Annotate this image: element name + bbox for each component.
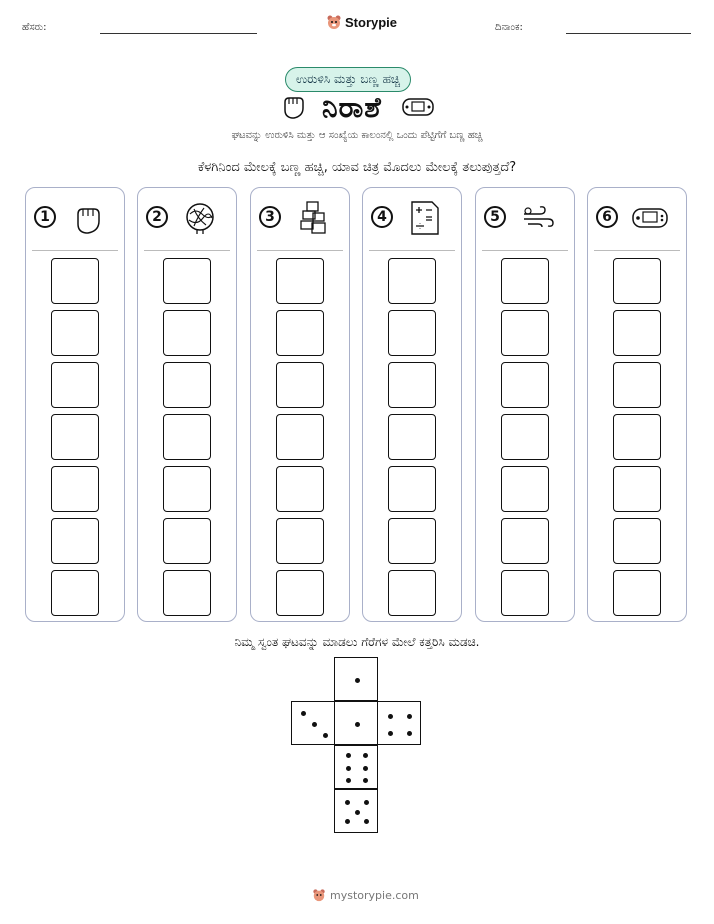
dice-pip (346, 778, 351, 783)
cut-instruction: ನಿಮ್ಮ ಸ್ವಂತ ಘಟವನ್ನು ಮಾಡಲು ಗೆರೆಗಳ ಮೇಲೆ ಕತ್ತರಿಸಿ ಮಡಚಿ. (234, 635, 480, 649)
dice-pip (355, 810, 360, 815)
color-box[interactable] (163, 310, 211, 356)
color-box[interactable] (613, 518, 661, 564)
color-box[interactable] (501, 518, 549, 564)
dice-pip (407, 731, 412, 736)
color-box[interactable] (501, 466, 549, 512)
color-box[interactable] (276, 362, 324, 408)
color-box[interactable] (276, 414, 324, 460)
color-box[interactable] (613, 414, 661, 460)
color-box[interactable] (163, 414, 211, 460)
question-text: ಕೆಳಗಿನಿಂದ ಮೇಲಕ್ಕೆ ಬಣ್ಣ ಹಚ್ಚಿ, ಯಾವ ಚಿತ್ರ ಮೊದಲು ಮೇಲಕ್ಕೆ ತಲುಪುತ್ತದೆ? (197, 160, 517, 175)
color-box[interactable] (163, 466, 211, 512)
dice-pip (312, 722, 317, 727)
color-box[interactable] (51, 414, 99, 460)
dice-pip (301, 711, 306, 716)
footer (312, 888, 419, 902)
dice-pip (346, 766, 351, 771)
dice-pip (345, 800, 350, 805)
column-number: 4 (371, 206, 393, 228)
color-box[interactable] (276, 570, 324, 616)
color-box[interactable] (388, 258, 436, 304)
dice-pip (363, 778, 368, 783)
bear-logo-icon (326, 14, 342, 30)
color-box[interactable] (163, 570, 211, 616)
column-divider (594, 250, 680, 251)
column-2 (137, 187, 237, 622)
roll-instruction: ಘಟವನ್ನು ಉರುಳಿಸಿ ಮತ್ತು ಆ ಸಂಖ್ಯೆಯ ಕಾಲಂನಲ್ಲಿ ಒಂದು ಪೆಟ್ಟಿಗೆಗೆ ಬಣ್ಣ ಹಚ್ಚಿ (231, 130, 483, 141)
dice-pip (345, 819, 350, 824)
gamepad-icon (632, 200, 668, 236)
brand-name: Storypie (345, 14, 398, 30)
color-box[interactable] (501, 310, 549, 356)
color-box[interactable] (276, 518, 324, 564)
dice-pip (323, 733, 328, 738)
dice-pip (388, 714, 393, 719)
color-box[interactable] (388, 466, 436, 512)
fist-icon (280, 92, 306, 120)
column-number: 5 (484, 206, 506, 228)
color-box[interactable] (163, 362, 211, 408)
bear-logo-icon (312, 888, 326, 902)
dice-pip (364, 819, 369, 824)
color-box[interactable] (51, 362, 99, 408)
dice-pip (364, 800, 369, 805)
math-paper-icon (407, 200, 443, 236)
dice-pip (363, 753, 368, 758)
color-box[interactable] (276, 258, 324, 304)
color-box[interactable] (613, 466, 661, 512)
column-divider (257, 250, 343, 251)
color-box[interactable] (613, 310, 661, 356)
column-number: 3 (259, 206, 281, 228)
column-divider (32, 250, 118, 251)
date-label: ದಿನಾಂಕ: (495, 22, 523, 33)
column-divider (144, 250, 230, 251)
name-line[interactable] (100, 33, 257, 34)
dice-pip (346, 753, 351, 758)
color-box[interactable] (51, 518, 99, 564)
column-divider (369, 250, 455, 251)
color-box[interactable] (613, 362, 661, 408)
dice-pip (363, 766, 368, 771)
column-divider (482, 250, 568, 251)
color-box[interactable] (388, 414, 436, 460)
color-box[interactable] (51, 310, 99, 356)
dice-face-1 (334, 657, 378, 701)
stacked-blocks-icon (295, 200, 331, 236)
color-box[interactable] (501, 414, 549, 460)
page-title: ನಿರಾಶೆ (322, 91, 382, 124)
color-box[interactable] (51, 258, 99, 304)
fist-icon (70, 200, 106, 236)
color-box[interactable] (501, 570, 549, 616)
sigh-wind-icon (520, 200, 556, 236)
column-number: 2 (146, 206, 168, 228)
tangled-brain-icon (182, 200, 218, 236)
activity-pill: ಉರುಳಿಸಿ ಮತ್ತು ಬಣ್ಣ ಹಚ್ಚಿ (285, 67, 411, 92)
dice-face-3 (291, 701, 335, 745)
dice-pip (407, 714, 412, 719)
column-1 (25, 187, 125, 622)
brand-logo (326, 14, 397, 30)
dice-face-1 (334, 701, 378, 745)
column-number: 6 (596, 206, 618, 228)
name-label: ಹೆಸರು: (22, 22, 47, 33)
gamepad-title-icon (402, 96, 434, 118)
dice-face-6 (334, 745, 378, 789)
color-box[interactable] (163, 518, 211, 564)
color-box[interactable] (501, 362, 549, 408)
color-box[interactable] (501, 258, 549, 304)
footer-url: mystorypie.com (330, 888, 419, 902)
color-box[interactable] (51, 466, 99, 512)
color-box[interactable] (163, 258, 211, 304)
dice-face-4 (377, 701, 421, 745)
color-box[interactable] (276, 310, 324, 356)
column-number: 1 (34, 206, 56, 228)
dice-pip (355, 678, 360, 683)
color-box[interactable] (276, 466, 324, 512)
date-line[interactable] (566, 33, 691, 34)
column-6 (587, 187, 687, 622)
color-box[interactable] (388, 518, 436, 564)
color-box[interactable] (388, 570, 436, 616)
color-box[interactable] (613, 258, 661, 304)
color-box[interactable] (613, 570, 661, 616)
column-5 (475, 187, 575, 622)
column-4 (362, 187, 462, 622)
color-box[interactable] (388, 310, 436, 356)
color-box[interactable] (388, 362, 436, 408)
dice-pip (355, 722, 360, 727)
color-box[interactable] (51, 570, 99, 616)
dice-pip (388, 731, 393, 736)
dice-face-5 (334, 789, 378, 833)
column-3 (250, 187, 350, 622)
